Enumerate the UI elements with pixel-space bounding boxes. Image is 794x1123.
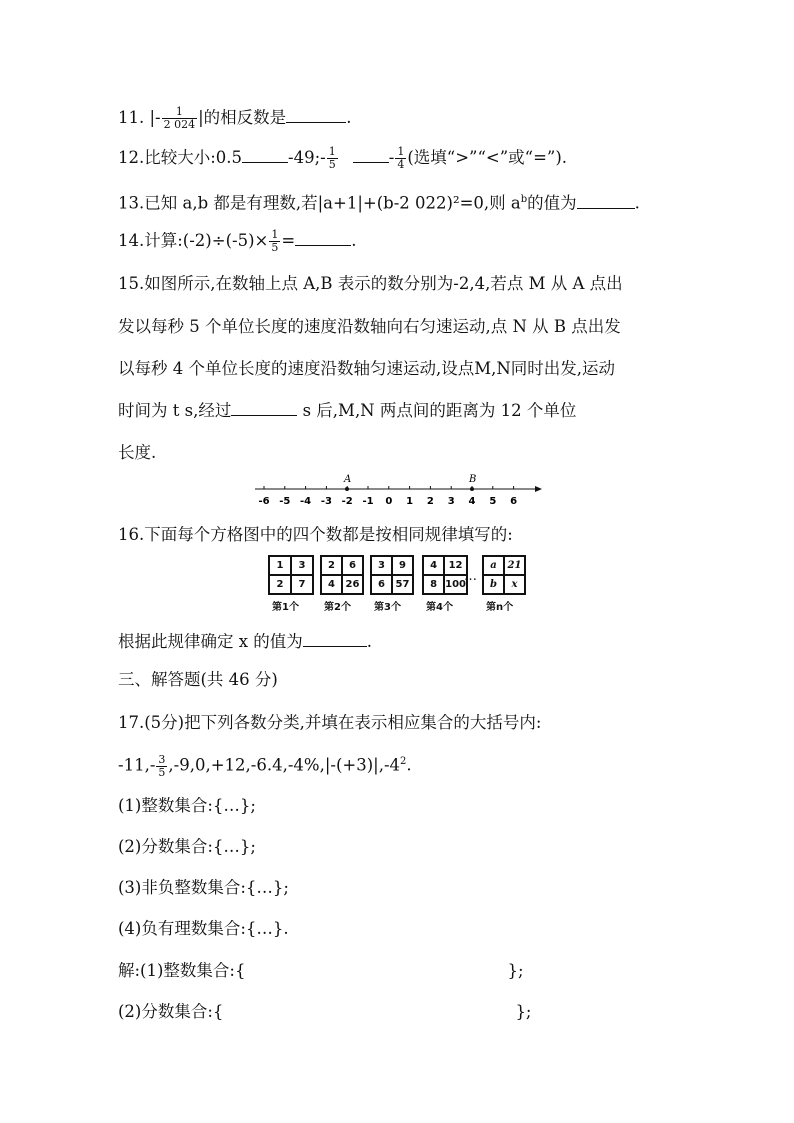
q15-answer-blank[interactable] xyxy=(231,399,297,416)
q15-line-1: 15.如图所示,在数轴上点 A,B 表示的数分别为-2,4,若点 M 从 A 点出 xyxy=(118,274,623,293)
q12-fraction-1: $\frac{1}{5}$ xyxy=(328,145,336,171)
q14-prefix: 14.计算:(-2)÷(-5)× xyxy=(118,231,269,250)
q17-fraction: $\frac{3}{5}$ xyxy=(158,752,166,779)
number-line-tick-label: -4 xyxy=(300,496,312,507)
grid-cell: 21 xyxy=(504,556,525,575)
grid-cell: 2 xyxy=(321,556,342,575)
grid-cell: 7 xyxy=(291,575,313,594)
grid-cell: 6 xyxy=(342,556,363,575)
number-line-arrow-icon xyxy=(535,486,542,492)
q16-text: 16.下面每个方格图中的四个数都是按相同规律填写的: xyxy=(118,525,513,544)
question-12: 12.比较大小:0.5 -49;- $\frac{1}{5}$ - $\frac{1}{4}$ (选填“>”“<”或“=”). xyxy=(118,145,568,171)
question-14: 14.计算:(-2)÷(-5)× $\frac{1}{5}$ = . xyxy=(118,228,357,254)
number-line-tick-label: 0 xyxy=(385,496,393,507)
grid-caption: 第2个 xyxy=(324,602,351,613)
q12-blank-2[interactable] xyxy=(353,146,389,163)
grid-box-4 xyxy=(422,555,468,595)
q17-item-3: (3)非负整数集合:{…}; xyxy=(118,878,289,897)
grid-cell: 6 xyxy=(371,575,392,594)
grid-cell: 4 xyxy=(423,556,444,575)
number-line-tick-label: 6 xyxy=(510,496,518,507)
grid-cell: 1 xyxy=(269,556,291,575)
point-b-dot xyxy=(470,487,474,491)
number-line-tick-label: -6 xyxy=(258,496,270,507)
q17-item-4: (4)负有理数集合:{…}. xyxy=(118,919,289,938)
grid-cell: 4 xyxy=(321,575,342,594)
q11-fraction: $\frac{1}{2 024}$ xyxy=(163,105,196,131)
grid-cell: 9 xyxy=(392,556,413,575)
q15-line-2: 发以每秒 5 个单位长度的速度沿数轴向右匀速运动,点 N 从 B 点出发 xyxy=(118,317,621,336)
q16-answer-line: 根据此规律确定 x 的值为 . xyxy=(118,632,373,651)
grid-cell: 26 xyxy=(342,575,363,594)
point-a-dot xyxy=(345,487,349,491)
q11-answer-blank[interactable] xyxy=(286,106,346,123)
q17-line-1: 17.(5分)把下列各数分类,并填在表示相应集合的大括号内: xyxy=(118,713,542,732)
number-line-tick-label: 3 xyxy=(447,496,455,507)
grid-cell: 3 xyxy=(371,556,392,575)
grid-box-1 xyxy=(268,555,314,595)
grid-cell: 12 xyxy=(444,556,467,575)
q11-prefix: 11. |- xyxy=(118,108,161,127)
grid-caption: 第1个 xyxy=(272,602,299,613)
point-a-label: A xyxy=(344,474,352,485)
number-line-tick-label: 2 xyxy=(426,496,434,507)
q13-text: 13.已知 a,b 都是有理数,若|a+1|+(b-2 022)²=0,则 a xyxy=(118,193,521,213)
grid-cell: 57 xyxy=(392,575,413,594)
q17-answer-2: (2)分数集合:{ }; xyxy=(118,1002,532,1021)
section-3-heading: 三、解答题(共 46 分) xyxy=(118,670,278,689)
q12-blank-1[interactable] xyxy=(242,146,288,163)
point-b-label: B xyxy=(469,474,477,485)
number-line-tick-label: 4 xyxy=(468,496,476,507)
number-line-figure xyxy=(255,472,545,512)
q16-answer-blank[interactable] xyxy=(303,630,367,647)
q12-suffix: (选填“>”“<”或“=”). xyxy=(407,148,568,167)
q15-line-3: 以每秒 4 个单位长度的速度沿数轴匀速运动,设点M,N同时出发,运动 xyxy=(118,359,616,378)
grid-cell: 2 xyxy=(269,575,291,594)
number-line-tick-label: 5 xyxy=(489,496,497,507)
number-line-tick-label: -3 xyxy=(320,496,332,507)
q12-prefix: 12.比较大小:0.5 xyxy=(118,148,243,167)
q17-item-1: (1)整数集合:{…}; xyxy=(118,796,256,815)
grid-cell: 3 xyxy=(291,556,313,575)
q14-fraction: $\frac{1}{5}$ xyxy=(271,228,279,254)
number-line-tick-label: -2 xyxy=(341,496,353,507)
q14-answer-blank[interactable] xyxy=(295,229,351,246)
grid-cell: 100 xyxy=(444,575,467,594)
q12-fraction-2: $\frac{1}{4}$ xyxy=(397,145,405,171)
question-13: 13.已知 a,b 都是有理数,若|a+1|+(b-2 022)²=0,则 $a^b$的值为 . xyxy=(118,193,640,213)
question-11: 11. |- $\frac{1}{2 024}$ |的相反数是 . xyxy=(118,105,352,131)
grid-cell: b xyxy=(483,575,504,594)
number-line-tick-label: -1 xyxy=(362,496,374,507)
q17-number-list: -11,- $\frac{3}{5}$ $,-9,0,+12,-6.4,-4\%,|-(+3)|,-4^2$. xyxy=(118,752,412,779)
grid-box-3 xyxy=(370,555,414,595)
grid-cell: 8 xyxy=(423,575,444,594)
number-line-tick-label: -5 xyxy=(279,496,291,507)
grid-box-5 xyxy=(482,555,526,595)
q15-line-5: 长度. xyxy=(118,443,157,462)
grid-cell: a xyxy=(483,556,504,575)
grid-ellipsis: … xyxy=(464,569,477,584)
grid-caption: 第4个 xyxy=(426,602,453,613)
q11-suffix: |的相反数是 xyxy=(198,108,287,127)
q17-item-2: (2)分数集合:{…}; xyxy=(118,837,256,856)
number-line-tick-label: 1 xyxy=(406,496,414,507)
q13-answer-blank[interactable] xyxy=(577,192,635,209)
q15-line-4: 时间为 t s,经过 s 后,M,N 两点间的距离为 12 个单位 xyxy=(118,401,577,420)
grid-caption: 第3个 xyxy=(374,602,401,613)
grid-box-2 xyxy=(320,555,364,595)
grid-caption: 第n个 xyxy=(486,602,514,613)
q17-answer-1: 解:(1)整数集合:{ }; xyxy=(118,961,524,980)
grid-cell: x xyxy=(504,575,525,594)
